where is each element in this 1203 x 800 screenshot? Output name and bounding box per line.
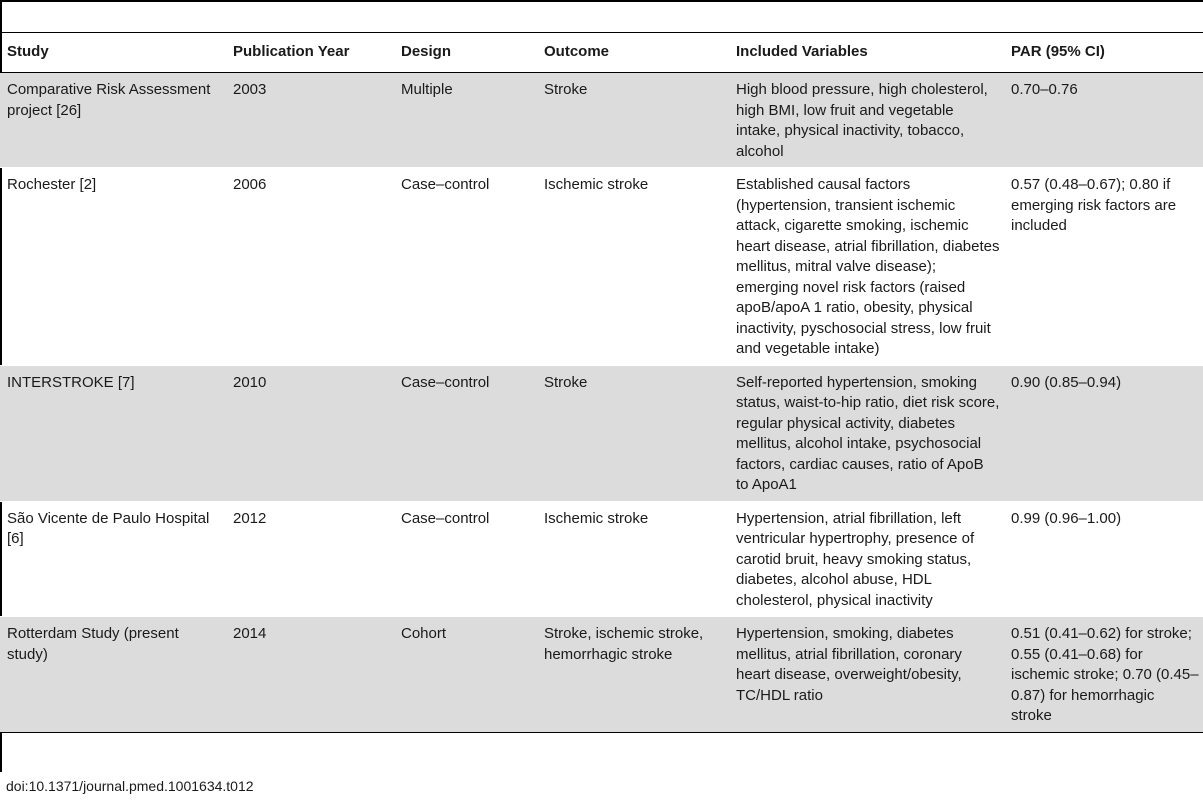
- cell-study: Rochester [2]: [7, 176, 97, 193]
- table-row: [0, 365, 1203, 501]
- cell-year: 2006: [233, 176, 267, 193]
- cell-variables: Hypertension, smoking, diabetes mellitus, atrial fibrillation, coronary heart disease, overweight/obesity, TC/HDL ratio: [729, 617, 1004, 733]
- cell-par: 0.57 (0.48–0.67); 0.80 if emerging risk factors are included: [1011, 176, 1177, 234]
- cell-outcome: Ischemic stroke: [544, 509, 649, 527]
- data-table: [0, 33, 1203, 733]
- cell-year: 2010: [226, 365, 394, 501]
- table-row: [0, 73, 1203, 168]
- cell-study: Comparative Risk Assessment project [26]: [0, 73, 226, 168]
- header-included-variables: Included Variables: [729, 33, 1004, 73]
- header-publication-year: Publication Year: [226, 33, 394, 73]
- cell-year: 2012: [233, 509, 267, 527]
- cell-outcome: Stroke, ischemic stroke, hemorrhagic stroke: [537, 617, 729, 733]
- cell-outcome: Stroke: [537, 73, 729, 168]
- cell-design: Multiple: [394, 73, 537, 168]
- cell-variables: High blood pressure, high cholesterol, high BMI, low fruit and vegetable intake, physical inactivity, tobacco, alcohol: [729, 73, 1004, 168]
- cell-design: Case–control: [401, 176, 490, 193]
- header-row: [0, 33, 1203, 73]
- cell-par: 0.99 (0.96–1.00): [1011, 509, 1122, 527]
- header-design: Design: [394, 33, 537, 73]
- cell-variables: Self-reported hypertension, smoking status, waist-to-hip ratio, diet risk score, regular physical activity, diabetes mellitus, alcohol intake, psychosocial factors, cardiac causes, ratio of ApoB to ApoA1: [729, 365, 1004, 501]
- cell-par: 0.70–0.76: [1004, 73, 1203, 168]
- header-study: Study: [0, 33, 226, 73]
- table-row: [0, 617, 1203, 733]
- doi-text: doi:10.1371/journal.pmed.1001634.t012: [6, 778, 254, 794]
- cell-study: São Vicente de Paulo Hospital [6]: [7, 509, 210, 547]
- cell-year: 2014: [226, 617, 394, 733]
- cell-design: Case–control: [394, 365, 537, 501]
- cell-outcome: Ischemic stroke: [544, 176, 649, 193]
- cell-design: Cohort: [394, 617, 537, 733]
- cell-outcome: Stroke: [537, 365, 729, 501]
- cell-par: 0.90 (0.85–0.94): [1004, 365, 1203, 501]
- cell-study: INTERSTROKE [7]: [0, 365, 226, 501]
- table-row: [0, 168, 1203, 366]
- header-outcome: Outcome: [537, 33, 729, 73]
- cell-variables: Hypertension, atrial fibrillation, left ventricular hypertrophy, presence of carotid bruit, heavy smoking status, diabetes, alcohol abuse, HDL cholesterol, physical inactivity: [736, 509, 975, 609]
- cell-par: 0.51 (0.41–0.62) for stroke; 0.55 (0.41–0.68) for ischemic stroke; 0.70 (0.45–0.87) for hemorrhagic stroke: [1004, 617, 1203, 733]
- header-par: PAR (95% CI): [1004, 33, 1203, 73]
- cell-design: Case–control: [401, 509, 490, 527]
- top-border-rule: [0, 0, 1203, 2]
- table-row: [0, 501, 1203, 617]
- cell-year: 2003: [226, 73, 394, 168]
- cell-variables: Established causal factors (hypertension, transient ischemic attack, cigarette smoking, ischemic heart disease, atrial fibrillation, diabetes mellitus, mitral valve disease); emerging novel risk factors (raised apoB/apoA 1 ratio, obesity, physical inactivity, pyschosocial stress, low fruit and vegetable intake): [736, 176, 1000, 357]
- cell-study: Rotterdam Study (present study): [0, 617, 226, 733]
